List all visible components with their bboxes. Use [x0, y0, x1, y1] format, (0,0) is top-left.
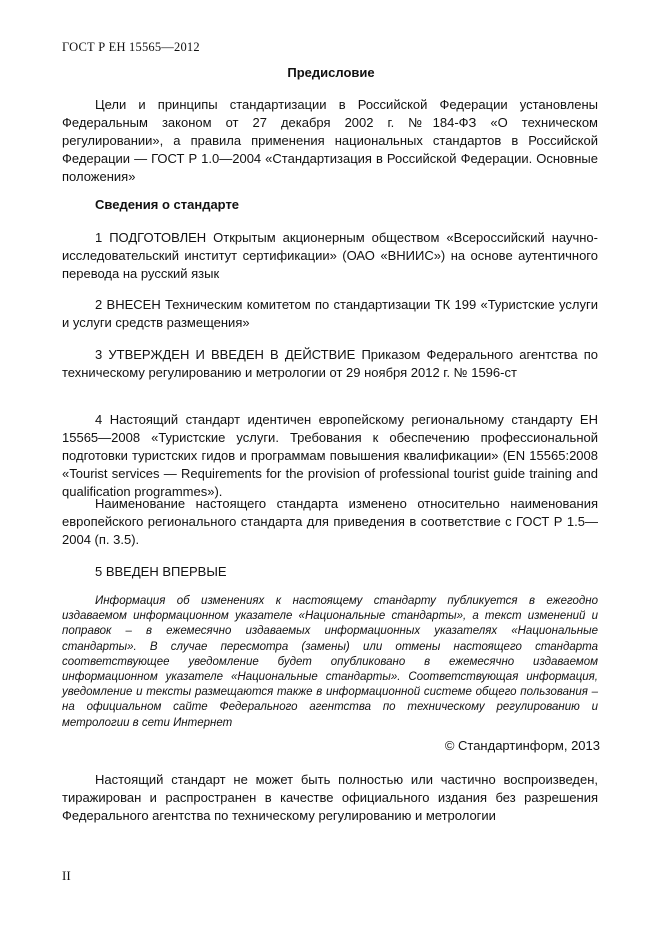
- item-4-identical: 4 Настоящий стандарт идентичен европейскому региональному стандарту ЕН 15565—2008 «Туристские услуги. Требования к обеспечению профессиональной подготовки туристских гидов и программам повышения квалификации» (EN 15565:2008 «Tourist services — Requirements for the provision of professional tourist guide training and qualification programmes»).: [62, 412, 598, 499]
- reproduction-notice: Настоящий стандарт не может быть полностью или частично воспроизведен, тиражирован и распространен в качестве официального издания без разрешения Федерального агентства по техническому регулированию и метрологии: [62, 772, 598, 823]
- document-code: ГОСТ Р ЕН 15565—2012: [62, 40, 200, 54]
- item-3-approved: 3 УТВЕРЖДЕН И ВВЕДЕН В ДЕЙСТВИЕ Приказом Федерального агентства по техническому регулированию и метрологии от 29 ноября 2012 г. № 1596-ст: [62, 347, 598, 380]
- page-title: Предисловие: [287, 65, 375, 80]
- item-4-name-change: Наименование настоящего стандарта изменено относительно наименования европейского регионального стандарта для приведения в соответствие с ГОСТ Р 1.5—2004 (п. 3.5).: [62, 496, 598, 547]
- item-5-introduced: 5 ВВЕДЕН ВПЕРВЫЕ: [95, 564, 227, 579]
- section-heading: Сведения о стандарте: [95, 197, 240, 212]
- intro-paragraph: Цели и принципы стандартизации в Российской Федерации установлены Федеральным законом от 27 декабря 2002 г. №184-ФЗ «О техническом регулировании», а правила применения национальных стандартов в Российской Федерации — ГОСТ Р 1.0—2004 «Стандартизация в Российской Федерации. Основные положения»: [62, 97, 598, 184]
- changes-information-note: Информация об изменениях к настоящему стандарту публикуется в ежегодно издаваемом информационном указателе «Национальные стандарты», а текст изменений и поправок – в ежемесячно издаваемых информационных указателях «Национальные стандарты». В случае пересмотра (замены) или отмены настоящего стандарта соответствующее уведомление будет опубликовано в ежемесячно издаваемом информационном указателе «Национальные стандарты». Соответствующая информация, уведомление и тексты размещаются также в информационной системе общего пользования – на официальном сайте Федерального агентства по техническому регулированию и метрологии в сети Интернет: [62, 595, 598, 729]
- copyright-notice: © Стандартинформ, 2013: [444, 738, 600, 753]
- page-number: II: [62, 868, 71, 883]
- item-2-submitted: 2 ВНЕСЕН Техническим комитетом по стандартизации ТК 199 «Туристские услуги и услуги средств размещения»: [62, 297, 598, 330]
- item-1-prepared: 1 ПОДГОТОВЛЕН Открытым акционерным обществом «Всероссийский научно-исследовательский институт сертификации» (ОАО «ВНИИС») на основе аутентичного перевода на русский язык: [62, 230, 598, 281]
